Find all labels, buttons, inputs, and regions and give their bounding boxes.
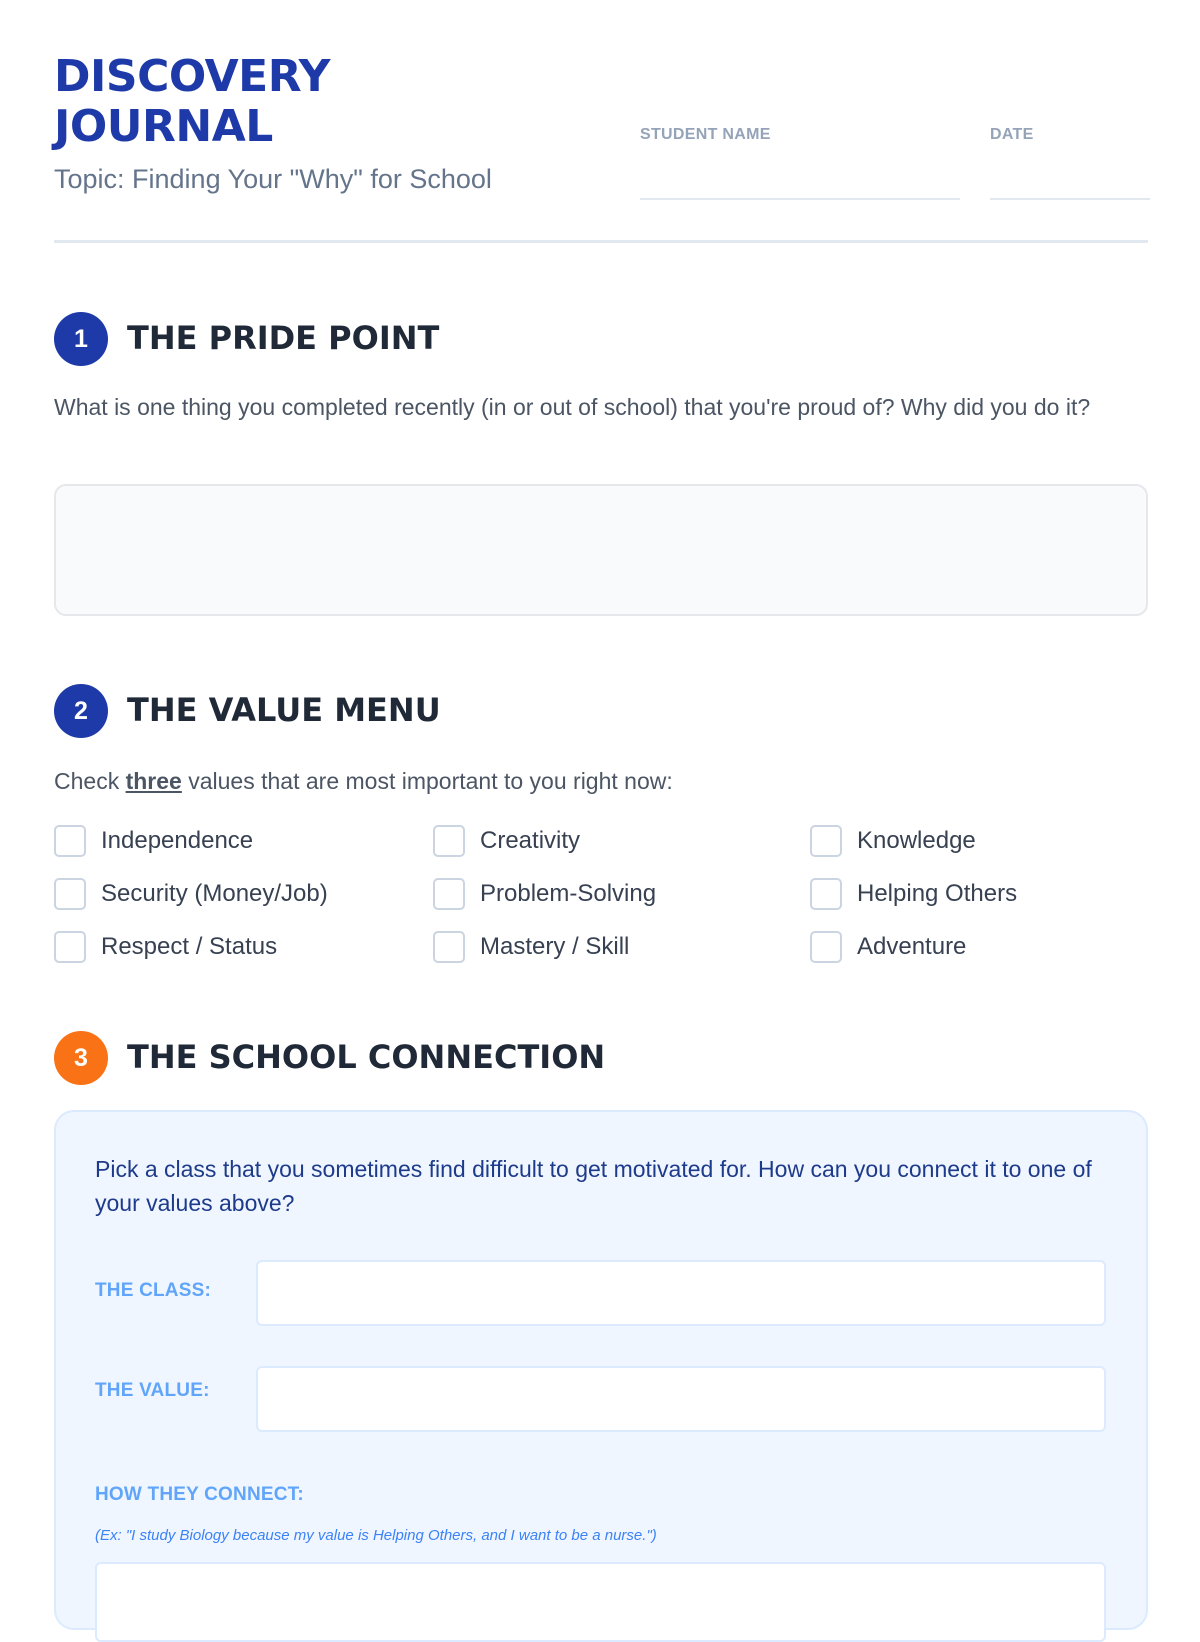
date-field[interactable] [990, 198, 1150, 200]
class-input[interactable] [256, 1260, 1106, 1326]
checkbox[interactable] [54, 931, 86, 963]
section-3-prompt: Pick a class that you sometimes find difficult to get motivated for. How can you connect it to one of your values above? [95, 1156, 1092, 1216]
section-1-number-badge: 1 [54, 312, 108, 366]
title-line-2: JOURNAL [54, 101, 273, 152]
checkbox[interactable] [810, 931, 842, 963]
instruction-after: values that are most important to you right now: [181, 768, 673, 794]
section-3-title: THE SCHOOL CONNECTION [127, 1038, 606, 1076]
connect-answer-box[interactable] [95, 1562, 1106, 1642]
class-label: THE CLASS: [95, 1280, 211, 1301]
value-option-security[interactable] [54, 877, 328, 911]
section-2-instruction [54, 764, 673, 798]
checkbox[interactable] [433, 931, 465, 963]
pride-point-answer-box[interactable] [54, 484, 1148, 616]
value-label: Helping Others [857, 880, 1018, 907]
checkbox[interactable] [810, 878, 842, 910]
student-name-field[interactable] [640, 198, 960, 200]
student-name-label: STUDENT NAME [640, 126, 771, 143]
value-option-mastery-skill[interactable] [433, 930, 629, 964]
date-label: DATE [990, 126, 1034, 143]
value-option-knowledge[interactable] [810, 824, 976, 858]
value-option-problem-solving[interactable] [433, 877, 656, 911]
value-label-field: THE VALUE: [95, 1380, 210, 1401]
section-3-number-badge: 3 [54, 1031, 108, 1085]
checkbox[interactable] [54, 878, 86, 910]
instruction-emphasis: three [125, 768, 182, 794]
checkbox[interactable] [433, 825, 465, 857]
value-label: Independence [101, 827, 254, 854]
section-2-number-badge: 2 [54, 684, 108, 738]
instruction-before: Check [54, 768, 126, 794]
value-label: Mastery / Skill [480, 933, 630, 960]
value-option-independence[interactable] [54, 824, 253, 858]
header-divider [54, 240, 1148, 243]
checkbox[interactable] [433, 878, 465, 910]
page-title [54, 52, 330, 152]
value-label: Respect / Status [101, 933, 278, 960]
section-1-prompt: What is one thing you completed recently (in or out of school) that you're proud of? Why did you do it? [54, 394, 1091, 420]
value-label: Problem-Solving [480, 880, 657, 907]
value-option-helping-others[interactable] [810, 877, 1017, 911]
value-label: Creativity [480, 827, 581, 854]
section-2-title: THE VALUE MENU [127, 691, 441, 729]
section-1-title: THE PRIDE POINT [127, 319, 440, 357]
topic-subtitle: Topic: Finding Your "Why" for School [54, 164, 492, 194]
value-input[interactable] [256, 1366, 1106, 1432]
title-line-1: DISCOVERY [54, 51, 331, 102]
checkbox[interactable] [810, 825, 842, 857]
value-option-adventure[interactable] [810, 930, 966, 964]
value-label: Knowledge [857, 827, 976, 854]
checkbox[interactable] [54, 825, 86, 857]
connect-example: (Ex: "I study Biology because my value is Helping Others, and I want to be a nurse.") [95, 1527, 657, 1544]
value-label: Security (Money/Job) [101, 880, 328, 907]
value-option-respect-status[interactable] [54, 930, 277, 964]
value-label: Adventure [857, 933, 967, 960]
connect-label: HOW THEY CONNECT: [95, 1484, 304, 1505]
value-option-creativity[interactable] [433, 824, 580, 858]
